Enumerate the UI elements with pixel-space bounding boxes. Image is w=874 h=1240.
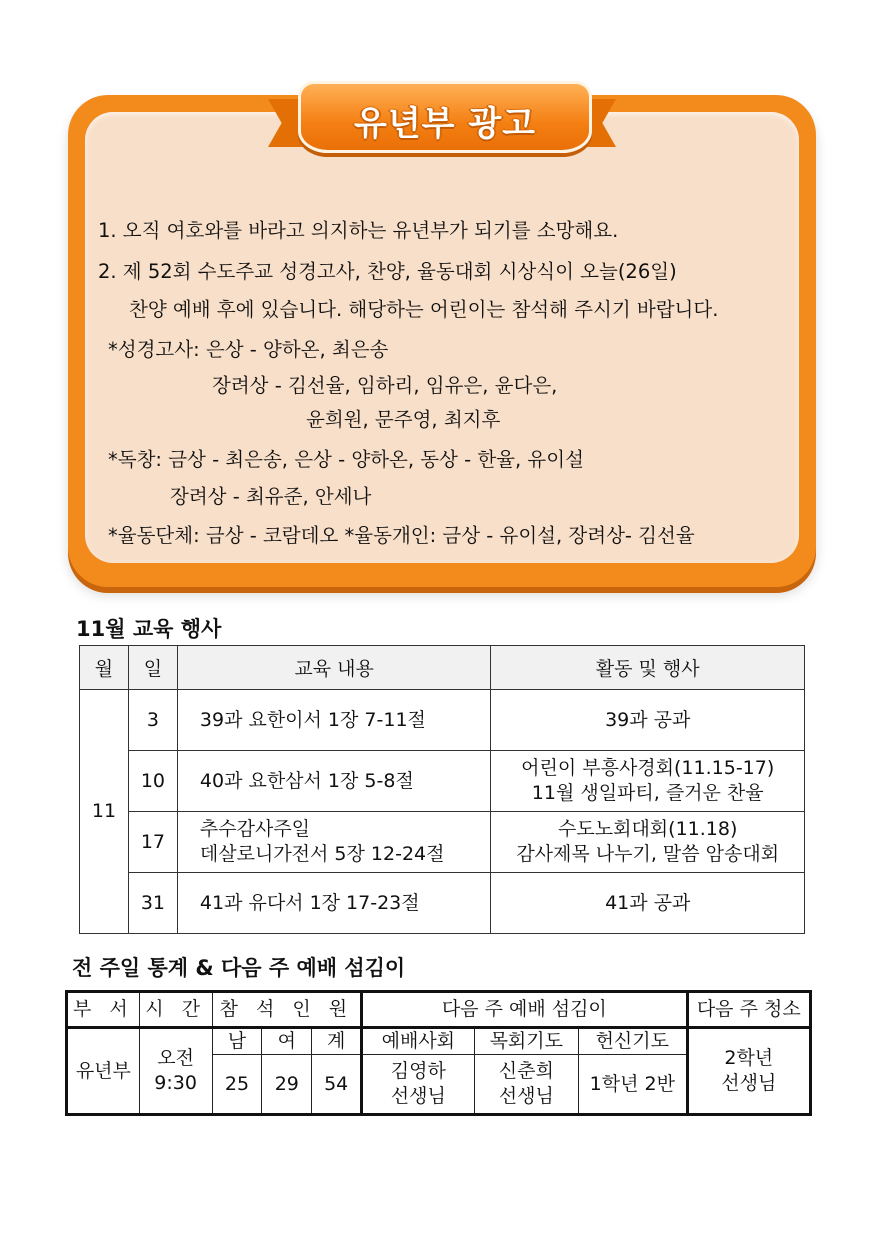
day-cell: 3: [128, 690, 177, 751]
activity-text: 11월 생일파티, 즐거운 찬율: [531, 782, 764, 804]
month-cell: 11: [80, 690, 129, 934]
cleaning-text: 선생님: [721, 1072, 777, 1094]
content-text: 41과 유다서 1장 17-23절: [199, 891, 420, 914]
content-text: 추수감사주일: [199, 818, 311, 840]
content-cell: [177, 751, 491, 812]
award-solo-encouragement: 장려상 - 최유준, 안세나: [170, 485, 372, 508]
column-header-day: 일: [128, 646, 177, 690]
column-header-content: 교육 내용: [177, 646, 491, 690]
activity-cell: [491, 751, 805, 812]
table-row: [80, 812, 805, 873]
content-cell: [177, 812, 491, 873]
time-text: 오전: [157, 1047, 194, 1069]
education-heading: 11월 교육 행사: [76, 617, 222, 641]
stats-subheader-row: [67, 1028, 811, 1055]
announcement-line-1: 1. 오직 여호와를 바라고 의지하는 유년부가 되기를 소망해요.: [98, 219, 619, 242]
prayer-cell: [474, 1055, 579, 1115]
activity-text: 39과 공과: [605, 708, 691, 731]
announcement-title: 유년부 광고: [353, 104, 537, 144]
education-table: [79, 645, 805, 934]
award-dance: *율동단체: 금상 - 코람데오 *율동개인: 금상 - 유이설, 장려상- 김선율: [108, 524, 695, 547]
stats-table: [65, 990, 812, 1116]
table-row: [80, 873, 805, 934]
leader-text: 선생님: [390, 1085, 446, 1107]
attendance-header: 참 석 인 원: [212, 992, 362, 1028]
leader-cell: [362, 1055, 474, 1115]
column-header-activity: 활동 및 행사: [491, 646, 805, 690]
time-text: 9:30: [154, 1072, 197, 1094]
male-header: 남: [212, 1028, 262, 1055]
award-bible-exam-encouragement: 장려상 - 김선율, 임하리, 임유은, 윤다은,: [212, 374, 558, 397]
dept-cell: 유년부: [67, 1028, 140, 1115]
stats-heading: 전 주일 통계 & 다음 주 예배 섬김이: [72, 956, 406, 980]
activity-cell: [491, 873, 805, 934]
activity-cell: [491, 812, 805, 873]
dept-header: 부 서: [67, 992, 140, 1028]
male-count: 25: [212, 1055, 262, 1115]
day-cell: 17: [128, 812, 177, 873]
day-cell: 10: [128, 751, 177, 812]
servers-header: 다음 주 예배 섬김이: [362, 992, 687, 1028]
announcement-line-3: 찬양 예배 후에 있습니다. 해당하는 어린이는 참석해 주시기 바랍니다.: [129, 298, 719, 321]
activity-text: 수도노회대회(11.18): [558, 818, 738, 840]
activity-text: 어린이 부흥사경회(11.15-17): [521, 757, 775, 779]
leader-header: 예배사회: [362, 1028, 474, 1055]
cleaning-cell: [687, 1028, 810, 1115]
activity-text: 41과 공과: [605, 891, 691, 914]
content-text: 40과 요한삼서 1장 5-8절: [199, 769, 414, 792]
female-count: 29: [262, 1055, 312, 1115]
content-cell: [177, 690, 491, 751]
offering-header: 헌신기도: [579, 1028, 687, 1055]
content-text: 데살로니가전서 5장 12-24절: [199, 843, 445, 865]
table-header-row: [80, 646, 805, 690]
female-header: 여: [262, 1028, 312, 1055]
total-header: 계: [312, 1028, 362, 1055]
offering-cell: 1학년 2반: [579, 1055, 687, 1115]
activity-cell: [491, 690, 805, 751]
prayer-text: 신춘희: [498, 1060, 554, 1082]
stats-header-row: [67, 992, 811, 1028]
time-header: 시 간: [139, 992, 212, 1028]
leader-text: 김영하: [390, 1060, 446, 1082]
announcement-line-2: 2. 제 52회 수도주교 성경고사, 찬양, 율동대회 시상식이 오늘(26일): [98, 260, 677, 283]
cleaning-text: 2학년: [724, 1047, 774, 1069]
time-cell: [139, 1028, 212, 1115]
banner-plate: [298, 81, 592, 153]
award-bible-exam-encouragement-cont: 윤희원, 문주영, 최지후: [306, 408, 501, 431]
content-cell: [177, 873, 491, 934]
announcement-banner: [268, 75, 616, 185]
column-header-month: 월: [80, 646, 129, 690]
table-row: [80, 751, 805, 812]
total-count: 54: [312, 1055, 362, 1115]
award-bible-exam: *성경고사: 은상 - 양하온, 최은송: [108, 338, 389, 361]
activity-text: 감사제목 나누기, 말씀 암송대회: [516, 843, 780, 865]
table-row: [80, 690, 805, 751]
prayer-text: 선생님: [498, 1085, 554, 1107]
award-solo: *독창: 금상 - 최은송, 은상 - 양하온, 동상 - 한율, 유이설: [108, 448, 584, 471]
content-text: 39과 요한이서 1장 7-11절: [199, 708, 426, 731]
cleaning-header: 다음 주 청소: [687, 992, 810, 1028]
day-cell: 31: [128, 873, 177, 934]
prayer-header: 목회기도: [474, 1028, 579, 1055]
